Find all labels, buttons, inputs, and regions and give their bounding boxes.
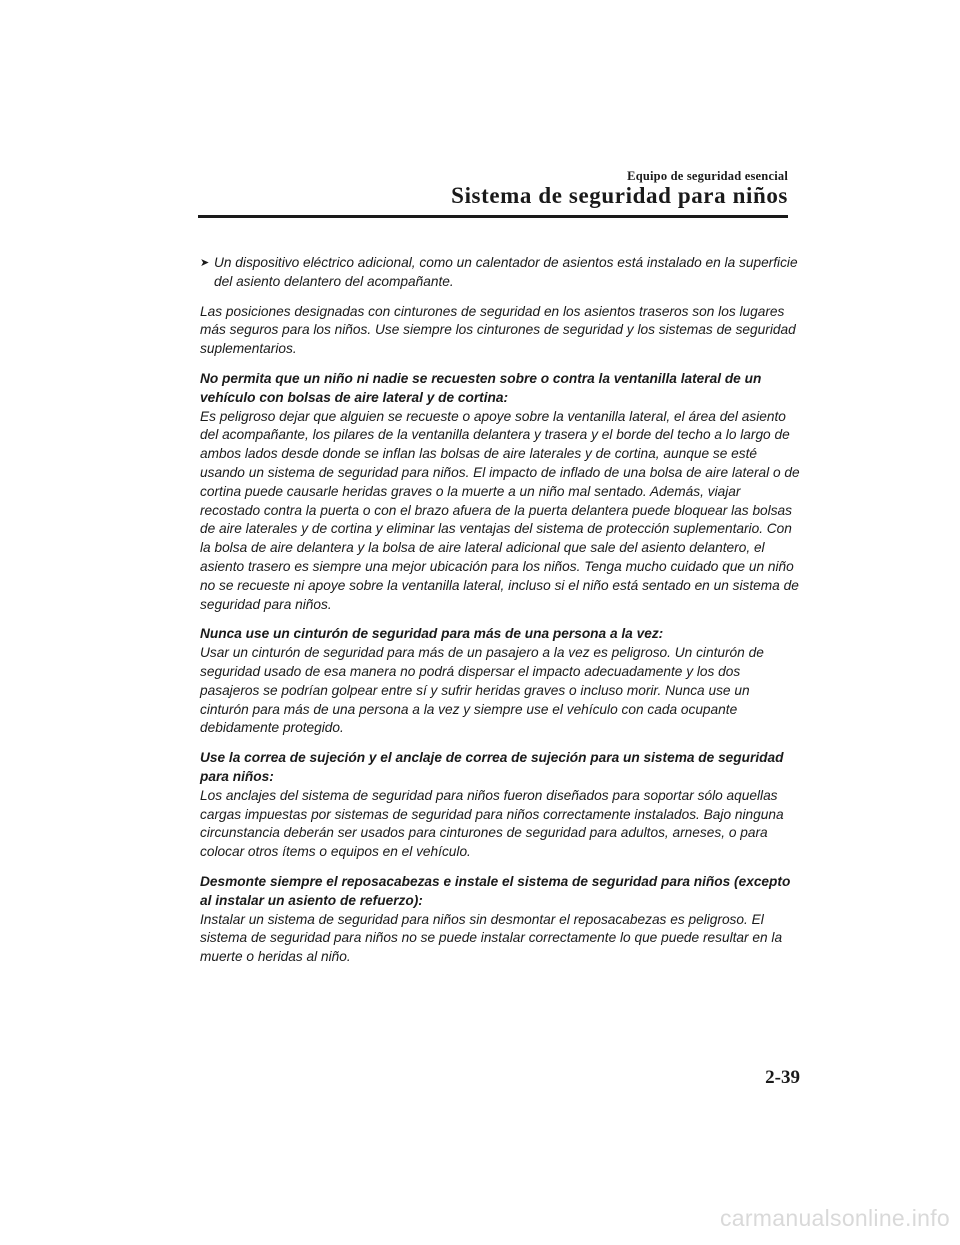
intro-paragraph: Las posiciones designadas con cinturones de seguridad en los asientos traseros son los lugares más seguros para los niños. Use siempre los cinturones de seguridad y los sistemas de seguridad suplementarios. <box>200 303 796 357</box>
page-content <box>200 254 800 978</box>
warning-title: No permita que un niño ni nadie se recuesten sobre o contra la ventanilla lateral de un vehículo con bolsas de aire lateral y de cortina: <box>200 370 762 405</box>
warning-body: Instalar un sistema de seguridad para niños sin desmontar el reposacabezas es peligroso. El sistema de seguridad para niños no se puede instalar correctamente lo que puede resultar en la muerte o heridas al niño. <box>200 911 783 965</box>
warning-body: Es peligroso dejar que alguien se recueste o apoye sobre la ventanilla lateral, el área del asiento del acompañante, los pilares de la ventanilla delantera y trasera y el borde del techo a lo largo de ambos lados desde donde se inflan las bolsas de aire laterales y de cortina, aunque se esté usando un sistema de seguridad para niños. El impacto de inflado de una bolsa de aire lateral o de cortina puede causarle heridas graves o la muerte a un niño mal sentado. Además, viajar recostado contra la puerta o con el brazo afuera de la puerta delantera puede bloquear las bolsas de aire laterales y de cortina y eliminar las ventajas del sistema de protección suplementario. Con la bolsa de aire delantera y la bolsa de aire lateral adicional que sale del asiento delantero, el asiento trasero es siempre una mejor ubicación para los niños. Tenga mucho cuidado que un niño no se recueste ni apoye sobre la ventanilla lateral, incluso si el niño está sentado en un sistema de seguridad para niños. <box>200 408 800 612</box>
warning-title: Desmonte siempre el reposacabezas e instale el sistema de seguridad para niños (excepto al instalar un asiento de refuerzo): <box>200 873 791 908</box>
bullet-text: Un dispositivo eléctrico adicional, como un calentador de asientos está instalado en la superficie del asiento delantero del acompañante. <box>214 255 798 289</box>
arrowhead-bullet-icon: ➤ <box>200 257 210 269</box>
page-number: 2-39 <box>765 1067 800 1088</box>
warning-block <box>200 370 800 614</box>
bullet-item <box>200 254 800 292</box>
warning-body: Usar un cinturón de seguridad para más de un pasajero a la vez es peligroso. Un cinturón de seguridad usado de esa manera no podrá dispersar el impacto adecuadamente y los dos pasajeros se podrían golpear entre sí y sufrir heridas graves o incluso morir. Nunca use un cinturón para más de una persona a la vez y siempre use el vehículo con cada ocupante debidamente protegido. <box>200 645 764 736</box>
warning-title: Use la correa de sujeción y el anclaje de correa de sujeción para un sistema de seguridad para niños: <box>200 750 784 784</box>
header-rule <box>198 215 788 218</box>
warning-title: Nunca use un cinturón de seguridad para más de una persona a la vez: <box>200 626 664 642</box>
warning-block <box>200 873 800 967</box>
warning-block <box>200 749 800 862</box>
warning-body: Los anclajes del sistema de seguridad para niños fueron diseñados para soportar sólo aquellas cargas impuestas por sistemas de seguridad para niños correctamente instalados. Bajo ninguna circunstancia deberán ser usados para cinturones de seguridad para adultos, arneses, o para colocar otros ítems o equipos en el vehículo. <box>200 787 784 860</box>
page-title: Sistema de seguridad para niños <box>451 183 788 208</box>
warning-block <box>200 625 800 738</box>
watermark: carmanualsonline.info <box>719 1205 950 1231</box>
section-label: Equipo de seguridad esencial <box>627 169 788 183</box>
